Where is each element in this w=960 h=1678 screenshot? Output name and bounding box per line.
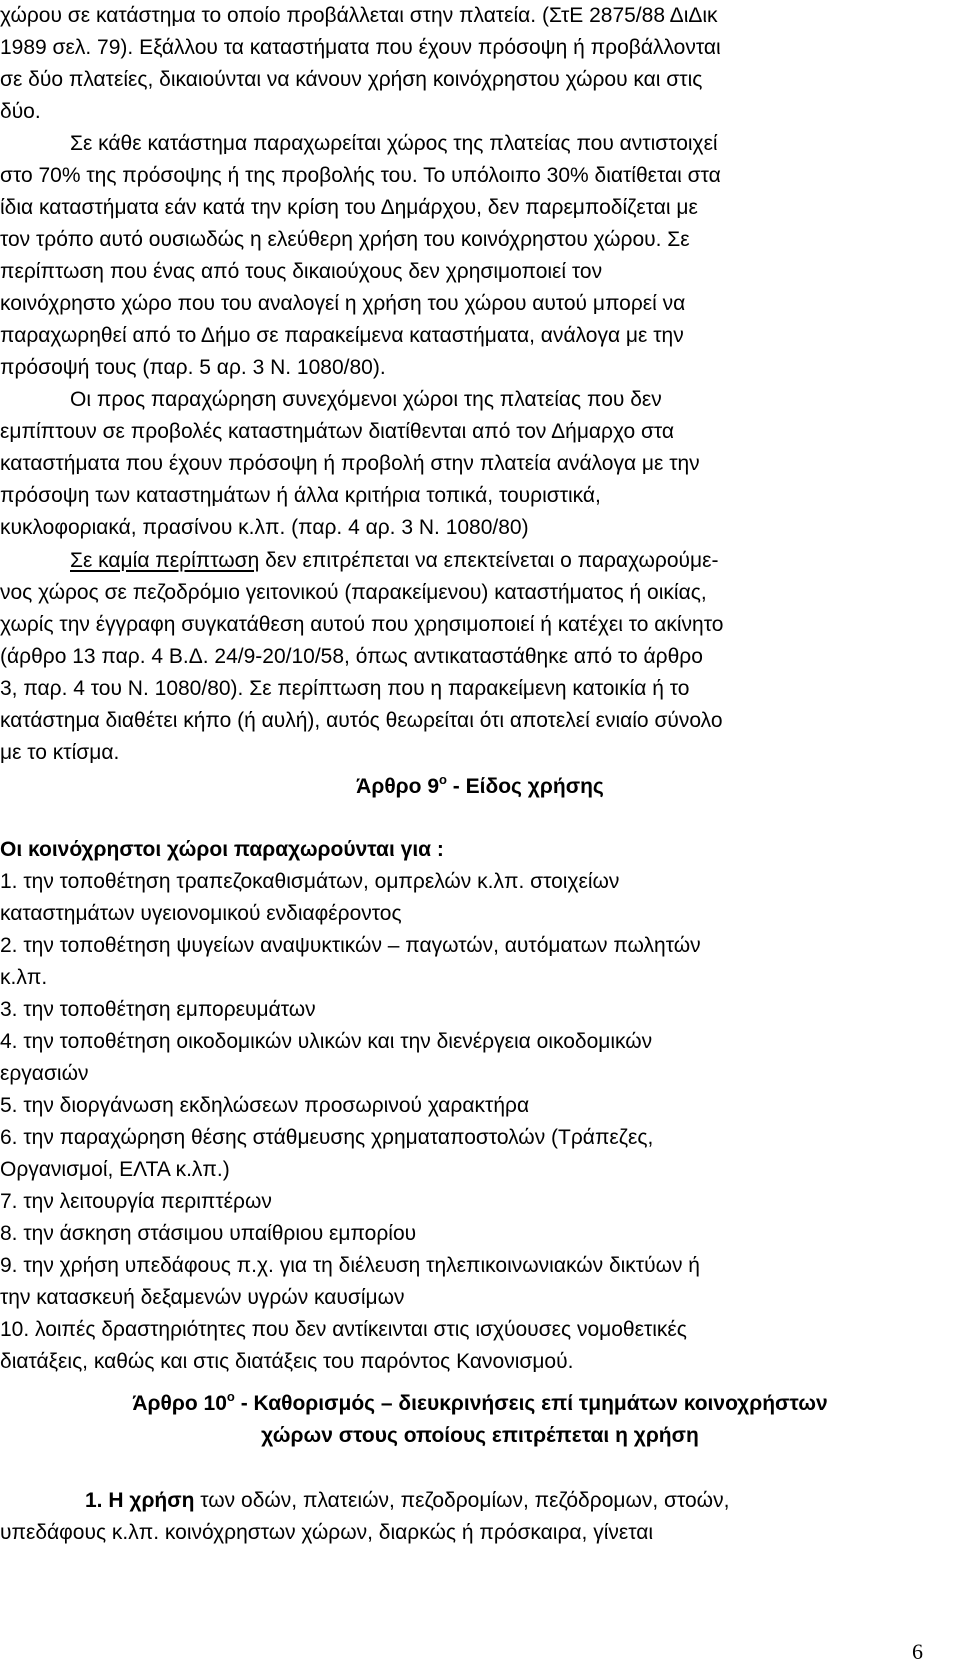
- text-line: δύο.: [0, 100, 41, 123]
- list-item: 8. την άσκηση στάσιμου υπαίθριου εμπορίου: [0, 1222, 417, 1245]
- list-item: 1. την τοποθέτηση τραπεζοκαθισμάτων, ομπρελών κ.λπ. στοιχείων: [0, 870, 620, 893]
- text-line: τον τρόπο αυτό ουσιωδώς η ελεύθερη χρήση του κοινόχρηστου χώρου. Σε: [0, 228, 690, 251]
- text-line: παραχωρηθεί από το Δήμο σε παρακείμενα καταστήματα, ανάλογα με την: [0, 324, 684, 347]
- page-number: 6: [912, 1639, 923, 1664]
- list-intro: Οι κοινόχρηστοι χώροι παραχωρούνται για :: [0, 838, 444, 861]
- text-line: πρόσοψή τους (παρ. 5 αρ. 3 Ν. 1080/80).: [0, 356, 386, 379]
- list-item: κ.λπ.: [0, 966, 48, 989]
- list-item: 5. την διοργάνωση εκδηλώσεων προσωρινού χαρακτήρα: [0, 1094, 530, 1117]
- text-line: χωρίς την έγγραφη συγκατάθεση αυτού που χρησιμοποιεί ή κατέχει το ακίνητο: [0, 613, 724, 636]
- article-10-heading: [0, 1388, 960, 1420]
- list-item: 2. την τοποθέτηση ψυγείων αναψυκτικών – παγωτών, αυτόματων πωλητών: [0, 934, 701, 957]
- list-item: την κατασκευή δεξαμενών υγρών καυσίμων: [0, 1286, 405, 1309]
- superscript: ο: [439, 772, 447, 787]
- heading-text: Άρθρο 9: [356, 775, 440, 798]
- list-item: εργασιών: [0, 1062, 89, 1085]
- text-line: στο 70% της πρόσοψης ή της προβολής του. Το υπόλοιπο 30% διατίθεται στα: [0, 164, 721, 187]
- text-line: (άρθρο 13 παρ. 4 Β.Δ. 24/9-20/10/58, όπως αντικαταστάθηκε από το άρθρο: [0, 645, 703, 668]
- text-line: Σε κάθε κατάστημα παραχωρείται χώρος της πλατείας που αντιστοιχεί: [70, 132, 718, 155]
- heading-text: - Καθορισμός – διευκρινήσεις επί τμημάτων κοινοχρήστων: [234, 1392, 828, 1415]
- text-line: περίπτωση που ένας από τους δικαιούχους δεν χρησιμοποιεί τον: [0, 260, 603, 283]
- list-item: 6. την παραχώρηση θέσης στάθμευσης χρηματαποστολών (Τράπεζες,: [0, 1126, 654, 1149]
- text-line: 3, παρ. 4 του Ν. 1080/80). Σε περίπτωση που η παρακείμενη κατοικία ή το: [0, 677, 690, 700]
- text-line: νος χώρος σε πεζοδρόμιο γειτονικού (παρακείμενου) καταστήματος ή οικίας,: [0, 581, 707, 604]
- text-line: σε δύο πλατείες, δικαιούνται να κάνουν χρήση κοινόχρηστου χώρου και στις: [0, 68, 703, 91]
- heading-text: Άρθρο 10: [132, 1392, 227, 1415]
- text-line: εμπίπτουν σε προβολές καταστημάτων διατίθενται από τον Δήμαρχο στα: [0, 420, 675, 443]
- superscript: ο: [226, 1389, 235, 1404]
- text-line: ίδια καταστήματα εάν κατά την κρίση του Δημάρχου, δεν παρεμποδίζεται με: [0, 196, 698, 219]
- article-10-heading-line-2: χώρων στους οποίους επιτρέπεται η χρήση: [261, 1424, 699, 1447]
- text-line: κοινόχρηστο χώρο που του αναλογεί η χρήση του χώρου αυτού μπορεί να: [0, 292, 686, 315]
- text-line: με το κτίσμα.: [0, 741, 120, 764]
- text-line: Οι προς παραχώρηση συνεχόμενοι χώροι της πλατείας που δεν: [70, 388, 662, 411]
- list-item: Οργανισμοί, ΕΛΤΑ κ.λπ.): [0, 1158, 230, 1181]
- bold-phrase: 1. Η χρήση: [85, 1489, 195, 1512]
- heading-text: - Είδος χρήσης: [446, 775, 604, 798]
- list-item: διατάξεις, καθώς και στις διατάξεις του παρόντος Κανονισμού.: [0, 1350, 574, 1373]
- text-line: κατάστημα διαθέτει κήπο (ή αυλή), αυτός θεωρείται ότι αποτελεί ενιαίο σύνολο: [0, 709, 723, 732]
- list-item: καταστημάτων υγειονομικού ενδιαφέροντος: [0, 902, 402, 925]
- text-span: των οδών, πλατειών, πεζοδρομίων, πεζόδρομων, στοών,: [194, 1489, 730, 1512]
- text-line: χώρου σε κατάστημα το οποίο προβάλλεται στην πλατεία. (ΣτΕ 2875/88 ΔιΔικ: [0, 4, 718, 27]
- text-line: κυκλοφοριακά, πρασίνου κ.λπ. (παρ. 4 αρ. 3 Ν. 1080/80): [0, 516, 529, 539]
- text-line: υπεδάφους κ.λπ. κοινόχρηστων χώρων, διαρκώς ή πρόσκαιρα, γίνεται: [0, 1521, 654, 1544]
- list-item: 3. την τοποθέτηση εμπορευμάτων: [0, 998, 316, 1021]
- text-line: [70, 545, 719, 577]
- text-line: καταστήματα που έχουν πρόσοψη ή προβολή στην πλατεία ανάλογα με την: [0, 452, 700, 475]
- list-item: 9. την χρήση υπεδάφους π.χ. για τη διέλευση τηλεπικοινωνιακών δικτύων ή: [0, 1254, 700, 1277]
- text-line: πρόσοψη των καταστημάτων ή άλλα κριτήρια τοπικά, τουριστικά,: [0, 484, 601, 507]
- list-item: 4. την τοποθέτηση οικοδομικών υλικών και την διενέργεια οικοδομικών: [0, 1030, 653, 1053]
- underlined-phrase: Σε καμία περίπτωση: [70, 549, 260, 572]
- text-line: [85, 1485, 729, 1517]
- text-span: δεν επιτρέπεται να επεκτείνεται ο παραχωρούμε-: [259, 549, 719, 572]
- list-item: 10. λοιπές δραστηριότητες που δεν αντίκεινται στις ισχύουσες νομοθετικές: [0, 1318, 687, 1341]
- text-line: 1989 σελ. 79). Εξάλλου τα καταστήματα που έχουν πρόσοψη ή προβάλλονται: [0, 36, 721, 59]
- article-9-heading: [0, 771, 960, 803]
- list-item: 7. την λειτουργία περιπτέρων: [0, 1190, 272, 1213]
